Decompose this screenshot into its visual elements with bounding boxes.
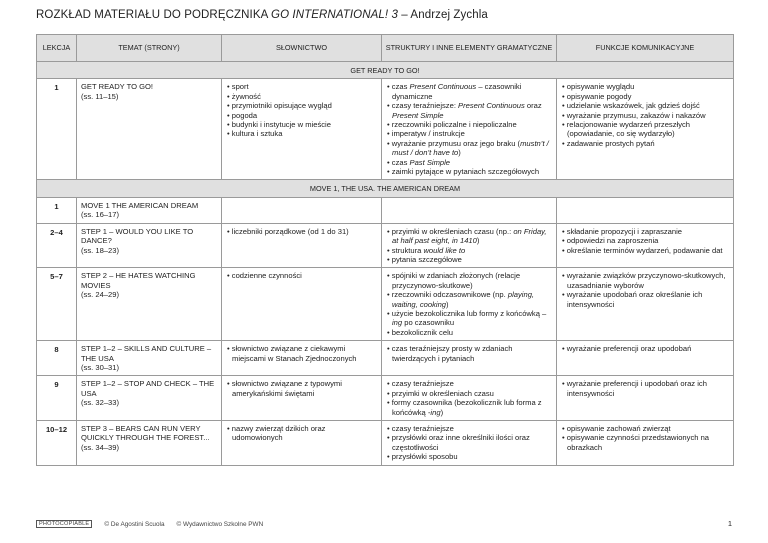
list-item: • kultura i sztuka: [226, 129, 377, 138]
header-functions: FUNKCJE KOMUNIKACYJNE: [557, 35, 734, 62]
section-heading-row: [37, 62, 734, 79]
list-item: • czas Present Continuous – czasowniki dynamiczne: [386, 82, 552, 101]
lesson-number: 5–7: [37, 268, 77, 341]
list-item: • przymiotniki opisujące wygląd: [226, 101, 377, 110]
grammar-cell: [382, 79, 557, 180]
list-item: • zadawanie prostych pytań: [561, 139, 729, 148]
list-item: • wyrażanie związków przyczynowo-skutkowych, uzasadnianie wyborów: [561, 271, 729, 290]
lesson-topic: STEP 1–2 – STOP AND CHECK – THE USA (ss. 32–33): [77, 376, 222, 421]
lesson-topic: GET READY TO GO! (ss. 11–15): [77, 79, 222, 180]
grammar-cell-list: [386, 82, 552, 176]
table-row: [37, 223, 734, 268]
page-number: 1: [727, 519, 732, 528]
list-item: • przysłówki oraz inne określniki ilości oraz częstotliwości: [386, 433, 552, 452]
lesson-number: 8: [37, 341, 77, 376]
header-row: [37, 35, 734, 62]
list-item: • opisywanie wyglądu: [561, 82, 729, 91]
header-lesson: LEKCJA: [37, 35, 77, 62]
grammar-cell-list: [386, 379, 552, 417]
vocab-cell-list: [226, 344, 377, 363]
list-item: • czas teraźniejszy prosty w zdaniach twierdzących i pytaniach: [386, 344, 552, 363]
list-item: • przyimki w określeniach czasu (np.: on Friday, at half past eight, in 1410): [386, 227, 552, 246]
grammar-cell: [382, 341, 557, 376]
functions-cell: [557, 197, 734, 223]
list-item: • czas Past Simple: [386, 158, 552, 167]
table-row: [37, 376, 734, 421]
header-grammar: STRUKTURY I INNE ELEMENTY GRAMATYCZNE: [382, 35, 557, 62]
grammar-cell-list: [386, 424, 552, 462]
functions-cell-list: [561, 424, 729, 452]
lesson-topic: STEP 1 – WOULD YOU LIKE TO DANCE? (ss. 18–23): [77, 223, 222, 268]
grammar-cell: [382, 421, 557, 466]
vocab-cell: [222, 79, 382, 180]
grammar-cell-list: [386, 271, 552, 337]
list-item: • słownictwo związane z typowymi amerykańskimi świętami: [226, 379, 377, 398]
vocab-cell-list: [226, 424, 377, 443]
section-heading: GET READY TO GO!: [37, 62, 734, 79]
functions-cell: [557, 79, 734, 180]
list-item: • przyimki w określeniach czasu: [386, 389, 552, 398]
table-row: [37, 421, 734, 466]
list-item: • zaimki pytające w pytaniach szczegółowych: [386, 167, 552, 176]
page-title: ROZKŁAD MATERIAŁU DO PODRĘCZNIKA GO INTERNATIONAL! 3 – Andrzej Zychla: [36, 9, 488, 21]
grammar-cell: [382, 197, 557, 223]
list-item: • słownictwo związane z ciekawymi miejscami w Stanach Zjednoczonych: [226, 344, 377, 363]
lesson-topic: STEP 2 – HE HATES WATCHING MOVIES (ss. 24–29): [77, 268, 222, 341]
list-item: • wyrażanie preferencji i upodobań oraz ich intensywności: [561, 379, 729, 398]
lesson-number: 2–4: [37, 223, 77, 268]
list-item: • wyrażanie upodobań oraz określanie ich intensywności: [561, 290, 729, 309]
footer: [36, 520, 263, 528]
grammar-cell: [382, 223, 557, 268]
vocab-cell-list: [226, 227, 377, 236]
list-item: • nazwy zwierząt dzikich oraz udomowionych: [226, 424, 377, 443]
list-item: • określanie terminów wydarzeń, podawanie dat: [561, 246, 729, 255]
functions-cell-list: [561, 82, 729, 148]
table-row: [37, 79, 734, 180]
list-item: • przysłówki sposobu: [386, 452, 552, 461]
functions-cell-list: [561, 379, 729, 398]
grammar-cell: [382, 376, 557, 421]
list-item: • składanie propozycji i zapraszanie: [561, 227, 729, 236]
list-item: • codzienne czynności: [226, 271, 377, 280]
functions-cell: [557, 268, 734, 341]
functions-cell-list: [561, 344, 729, 353]
list-item: • opisywanie zachowań zwierząt: [561, 424, 729, 433]
functions-cell: [557, 421, 734, 466]
list-item: • wyrażanie przymusu, zakazów i nakazów: [561, 111, 729, 120]
list-item: • rzeczowniki policzalne i niepoliczalne: [386, 120, 552, 129]
lesson-topic: STEP 3 – BEARS CAN RUN VERY QUICKLY THROUGH THE FOREST... (ss. 34–39): [77, 421, 222, 466]
list-item: • imperatyw / instrukcje: [386, 129, 552, 138]
grammar-cell-list: [386, 227, 552, 265]
list-item: • opisywanie czynności przedstawionych na obrazkach: [561, 433, 729, 452]
list-item: • struktura would like to: [386, 246, 552, 255]
copyright-pwn: © Wydawnictwo Szkolne PWN: [176, 520, 264, 528]
vocab-cell: [222, 376, 382, 421]
functions-cell: [557, 223, 734, 268]
list-item: • użycie bezokolicznika lub formy z końcówką –ing po czasowniku: [386, 309, 552, 328]
header-topic: TEMAT (STRONY): [77, 35, 222, 62]
vocab-cell: [222, 268, 382, 341]
vocab-cell: [222, 197, 382, 223]
vocab-cell-list: [226, 379, 377, 398]
grammar-cell-list: [386, 344, 552, 363]
list-item: • czasy teraźniejsze: [386, 424, 552, 433]
table-row: [37, 197, 734, 223]
lesson-number: 10–12: [37, 421, 77, 466]
list-item: • formy czasownika (bezokolicznik lub forma z końcówką -ing): [386, 398, 552, 417]
list-item: • pogoda: [226, 111, 377, 120]
list-item: • czasy teraźniejsze: Present Continuous oraz Present Simple: [386, 101, 552, 120]
list-item: • opisywanie pogody: [561, 92, 729, 101]
header-vocab: SŁOWNICTWO: [222, 35, 382, 62]
vocab-cell: [222, 421, 382, 466]
functions-cell-list: [561, 271, 729, 309]
list-item: • odpowiedzi na zaproszenia: [561, 236, 729, 245]
list-item: • spójniki w zdaniach złożonych (relacje przyczynowo-skutkowe): [386, 271, 552, 290]
list-item: • czasy teraźniejsze: [386, 379, 552, 388]
list-item: • żywność: [226, 92, 377, 101]
section-heading-row: [37, 180, 734, 197]
section-heading: MOVE 1, THE USA. THE AMERICAN DREAM: [37, 180, 734, 197]
vocab-cell-list: [226, 82, 377, 138]
list-item: • liczebniki porządkowe (od 1 do 31): [226, 227, 377, 236]
copyright-deagostini: © De Agostini Scuola: [104, 520, 165, 528]
syllabus-table: [36, 34, 734, 466]
vocab-cell: [222, 223, 382, 268]
functions-cell: [557, 341, 734, 376]
grammar-cell: [382, 268, 557, 341]
list-item: • wyrażanie przymusu oraz jego braku (mustn’t / must / don’t have to): [386, 139, 552, 158]
vocab-cell: [222, 341, 382, 376]
table-row: [37, 341, 734, 376]
table-row: [37, 268, 734, 341]
vocab-cell-list: [226, 271, 377, 280]
lesson-topic: MOVE 1 THE AMERICAN DREAM (ss. 16–17): [77, 197, 222, 223]
functions-cell-list: [561, 227, 729, 255]
list-item: • bezokolicznik celu: [386, 328, 552, 337]
lesson-topic: STEP 1–2 – SKILLS AND CULTURE – THE USA (ss. 30–31): [77, 341, 222, 376]
list-item: • budynki i instytucje w mieście: [226, 120, 377, 129]
lesson-number: 9: [37, 376, 77, 421]
list-item: • wyrażanie preferencji oraz upodobań: [561, 344, 729, 353]
photocopiable-label: PHOTOCOPIABLE: [36, 520, 92, 528]
list-item: • udzielanie wskazówek, jak gdzieś dojść: [561, 101, 729, 110]
lesson-number: 1: [37, 197, 77, 223]
list-item: • sport: [226, 82, 377, 91]
functions-cell: [557, 376, 734, 421]
list-item: • pytania szczegółowe: [386, 255, 552, 264]
list-item: • rzeczowniki odczasownikowe (np. playing, waiting, cooking): [386, 290, 552, 309]
list-item: • relacjonowanie wydarzeń przeszłych (opowiadanie, co się wydarzyło): [561, 120, 729, 139]
lesson-number: 1: [37, 79, 77, 180]
